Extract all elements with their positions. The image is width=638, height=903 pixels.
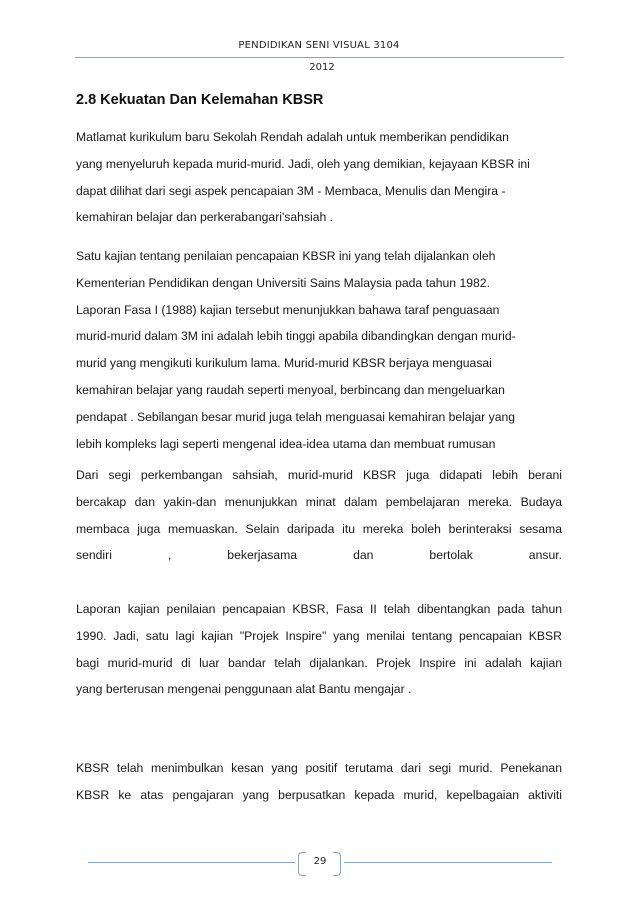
paragraph-line: Kementerian Pendidikan dengan Universiti Sains Malaysia pada tahun 1982. xyxy=(76,275,490,290)
paragraph-line: Laporan kajian penilaian pencapaian KBSR, Fasa II telah dibentangkan pada tahun xyxy=(76,602,562,616)
footer-divider-left xyxy=(88,862,295,863)
paragraph-3 xyxy=(76,462,562,569)
paragraph-line: membaca juga memuaskan. Selain daripada itu mereka boleh berinteraksi sesama xyxy=(76,521,562,536)
paragraph-line: KBSR telah menimbulkan kesan yang positif terutama dari segi murid. Penekanan xyxy=(76,761,562,775)
paragraph-line: Satu kajian tentang penilaian pencapaian KBSR ini yang telah dijalankan oleh xyxy=(76,249,496,263)
header-year: 2012 xyxy=(309,62,335,73)
header-divider xyxy=(75,57,564,58)
paragraph-line: murid yang mengikuti kurikulum lama. Murid-murid KBSR berjaya menguasai xyxy=(76,356,492,371)
paragraph-4 xyxy=(76,596,562,703)
paragraph-line: Laporan Fasa I (1988) kajian tersebut menunjukkan bahawa taraf penguasaan xyxy=(76,302,500,317)
paragraph-line: 1990. Jadi, satu lagi kajian "Projek Inspire" yang menilai tentang pencapaian KBSR xyxy=(76,628,562,643)
footer-divider-right xyxy=(344,862,552,863)
paragraph-line: Dari segi perkembangan sahsiah, murid-murid KBSR juga didapati lebih berani xyxy=(76,468,562,482)
paragraph-line: yang menyeluruh kepada murid-murid. Jadi, oleh yang demikian, kejayaan KBSR ini xyxy=(76,156,530,171)
paragraph-5 xyxy=(76,755,562,809)
paragraph-line: murid-murid dalam 3M ini adalah lebih tinggi apabila dibandingkan dengan murid- xyxy=(76,329,516,344)
page-number: 29 xyxy=(313,856,327,867)
paragraph-line: KBSR ke atas pengajaran yang berpusatkan kepada murid, kepelbagaian aktiviti xyxy=(76,787,562,802)
paragraph-line: pendapat . Sebilangan besar murid juga telah menguasai kemahiran belajar yang xyxy=(76,409,516,424)
section-heading: 2.8 Kekuatan Dan Kelemahan KBSR xyxy=(76,92,324,108)
paragraph-line: dapat dilihat dari segi aspek pencapaian 3M - Membaca, Menulis dan Mengira - xyxy=(76,183,506,198)
paragraph-line: yang berterusan mengenai penggunaan alat Bantu mengajar . xyxy=(76,682,412,697)
paragraph-line: sendiri , bekerjasama dan bertolak ansur. xyxy=(76,548,562,563)
paragraph-line: kemahiran belajar yang raudah seperti menyoal, berbincang dan mengeluarkan xyxy=(76,382,505,397)
paragraph-line: Matlamat kurikulum baru Sekolah Rendah adalah untuk memberikan pendidikan xyxy=(76,130,509,144)
paragraph-line: lebih kompleks lagi seperti mengenal idea-idea utama dan membuat rumusan xyxy=(76,436,496,451)
footer-bracket-right xyxy=(333,852,341,876)
paragraph-line: kemahiran belajar dan perkerabangari'sahsiah . xyxy=(76,210,334,225)
paragraph-1 xyxy=(76,124,562,231)
paragraph-2 xyxy=(76,243,562,457)
paragraph-line: bercakap dan yakin-dan menunjukkan minat dalam pembelajaran mereka. Budaya xyxy=(76,494,562,509)
paragraph-line: bagi murid-murid di luar bandar telah dijalankan. Projek Inspire ini adalah kajian xyxy=(76,655,562,670)
header-title: PENDIDIKAN SENI VISUAL 3104 xyxy=(238,40,400,51)
